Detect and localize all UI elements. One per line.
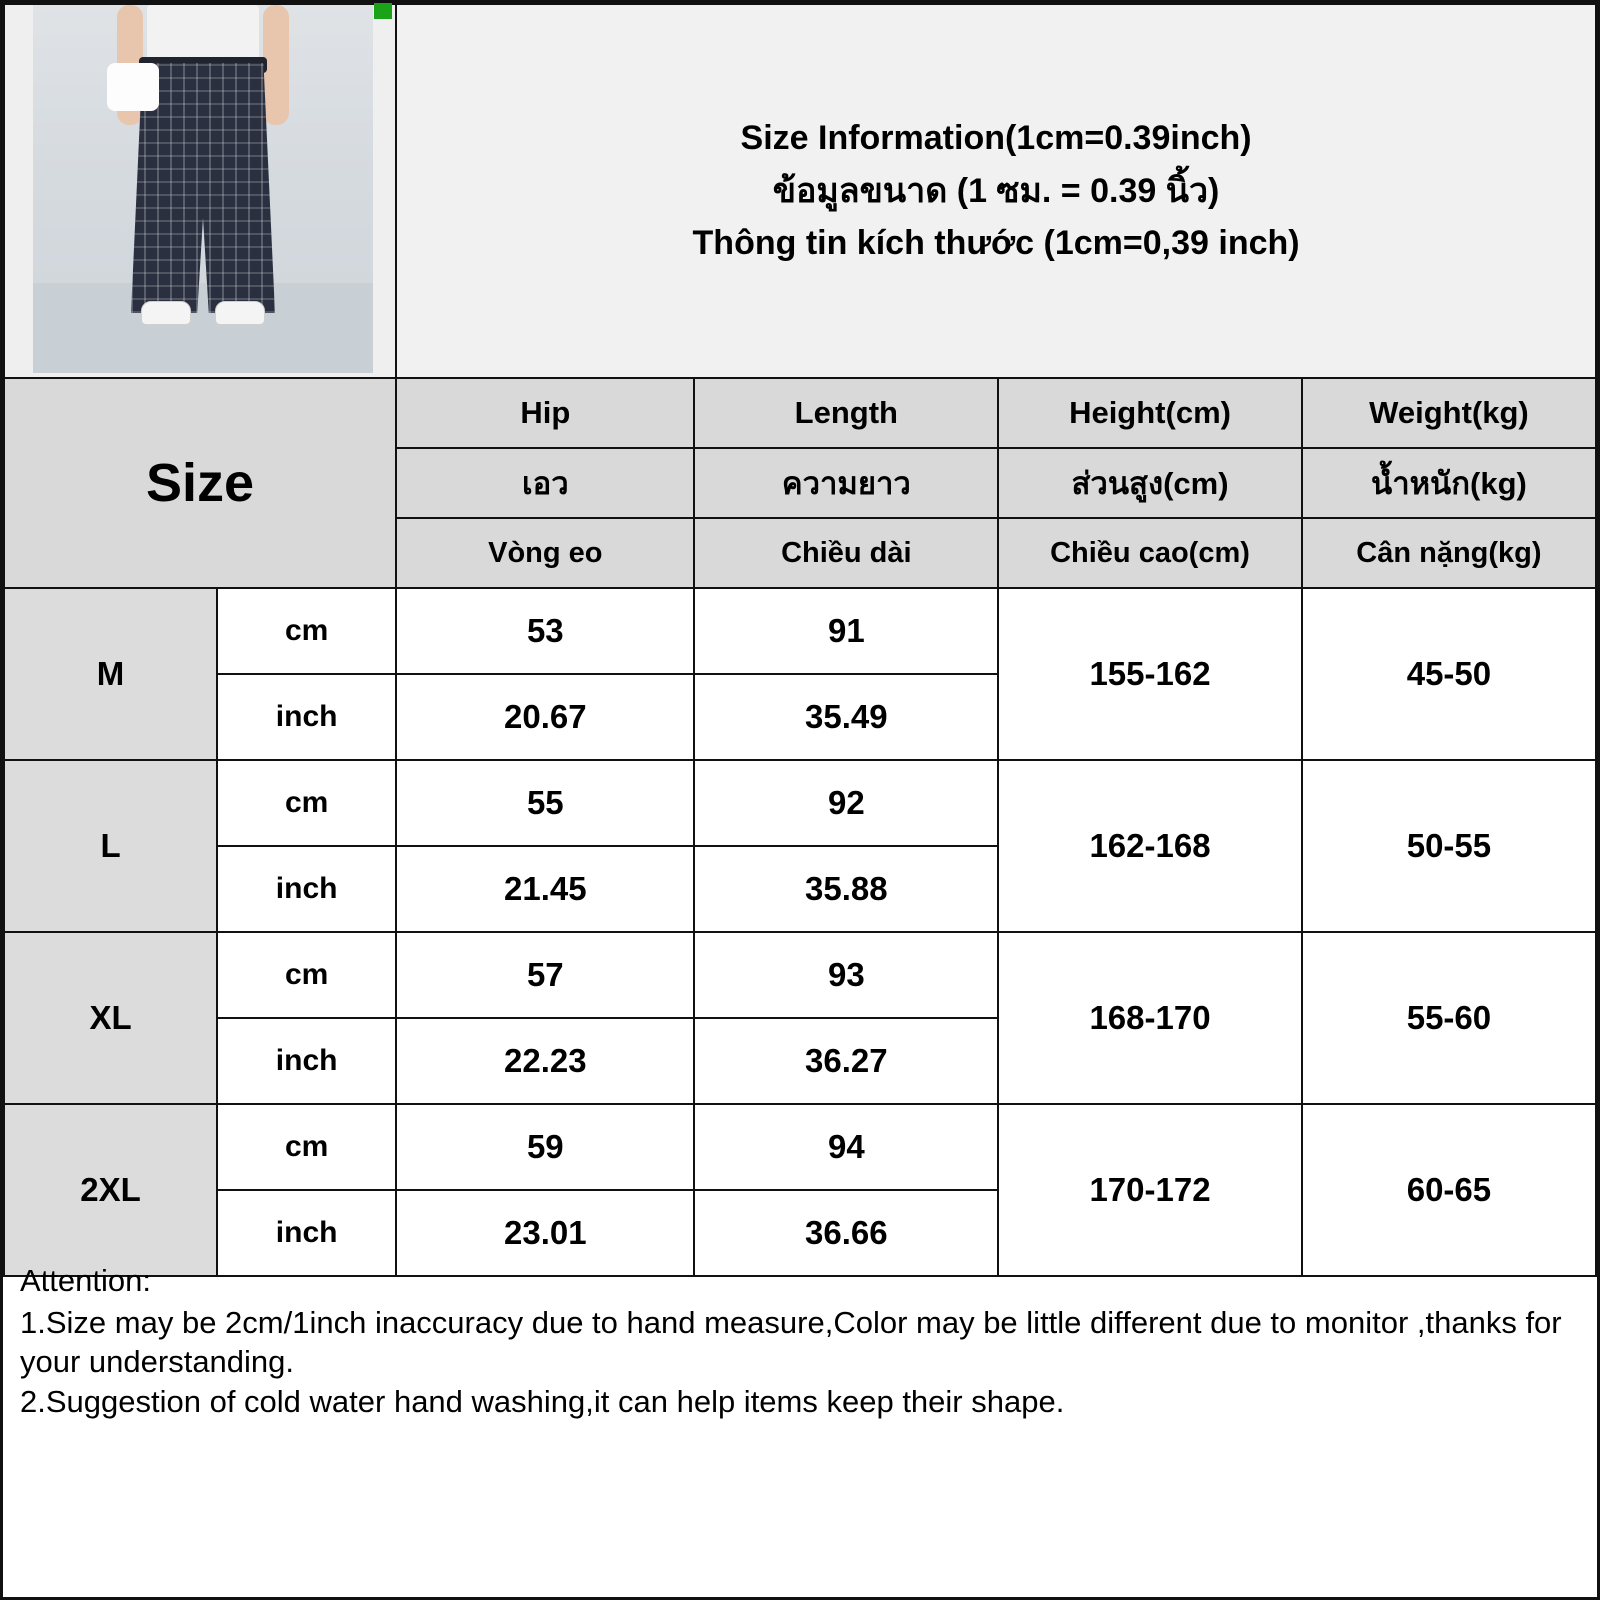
table-row [4,760,1596,846]
cell-length-cm-2xl: 94 [694,1104,998,1190]
cell-hip-inch-m: 20.67 [396,674,694,760]
cell-height-m: 155-162 [998,588,1302,760]
row-size-m: M [4,588,217,760]
cell-hip-cm-xl: 57 [396,932,694,1018]
table-row [4,932,1596,1018]
cell-length-inch-2xl: 36.66 [694,1190,998,1276]
size-chart-table [3,3,1597,1277]
cell-height-l: 162-168 [998,760,1302,932]
column-header-hip-th: เอว [396,448,694,518]
column-header-weight-en: Weight(kg) [1302,378,1596,448]
row-unit-cm: cm [217,588,396,674]
cell-height-xl: 168-170 [998,932,1302,1104]
cell-length-inch-l: 35.88 [694,846,998,932]
cell-weight-xl: 55-60 [1302,932,1596,1104]
cell-length-cm-m: 91 [694,588,998,674]
cell-weight-m: 45-50 [1302,588,1596,760]
cell-hip-inch-2xl: 23.01 [396,1190,694,1276]
cell-hip-cm-2xl: 59 [396,1104,694,1190]
column-header-height-en: Height(cm) [998,378,1302,448]
column-header-length-vi: Chiều dài [694,518,998,588]
cell-hip-inch-xl: 22.23 [396,1018,694,1104]
row-size-xl: XL [4,932,217,1104]
product-photo-cell [4,4,396,378]
cell-length-inch-m: 35.49 [694,674,998,760]
green-marker-icon [374,3,392,19]
column-header-hip-vi: Vòng eo [396,518,694,588]
row-unit-inch: inch [217,1018,396,1104]
column-header-weight-th: น้ำหนัก(kg) [1302,448,1596,518]
row-size-l: L [4,760,217,932]
table-row [4,1104,1596,1190]
column-header-hip-en: Hip [396,378,694,448]
title-line-en: Size Information(1cm=0.39inch) [740,118,1252,157]
size-header-label: Size [4,378,396,588]
row-unit-cm: cm [217,760,396,846]
row-unit-cm: cm [217,932,396,1018]
row-unit-inch: inch [217,1190,396,1276]
photo-floor [33,283,373,373]
photo-shoe-left [141,301,191,325]
photo-shoe-right [215,301,265,325]
attention-heading: Attention: [20,1263,151,1298]
table-row [4,588,1596,674]
column-header-length-th: ความยาว [694,448,998,518]
photo-handbag [107,63,159,111]
cell-length-cm-xl: 93 [694,932,998,1018]
row-size-2xl: 2XL [4,1104,217,1276]
cell-hip-cm-m: 53 [396,588,694,674]
product-photo [33,5,373,373]
row-unit-inch: inch [217,674,396,760]
row-unit-inch: inch [217,846,396,932]
cell-length-inch-xl: 36.27 [694,1018,998,1104]
column-header-length-en: Length [694,378,998,448]
cell-length-cm-l: 92 [694,760,998,846]
cell-height-2xl: 170-172 [998,1104,1302,1276]
title-line-vi: Thông tin kích thước (1cm=0,39 inch) [692,224,1300,263]
column-header-height-vi: Chiều cao(cm) [998,518,1302,588]
attention-block [6,1255,1594,1422]
cell-weight-2xl: 60-65 [1302,1104,1596,1276]
title-line-th: ข้อมูลขนาด (1 ซม. = 0.39 นิ้ว) [772,171,1220,210]
attention-note-2: 2.Suggestion of cold water hand washing,it can help items keep their shape. [20,1384,1065,1420]
title-block [396,4,1596,378]
cell-hip-cm-l: 55 [396,760,694,846]
attention-note-1: 1.Size may be 2cm/1inch inaccuracy due to hand measure,Color may be little different due to monitor ,thanks for your understanding. [20,1304,1562,1380]
column-header-height-th: ส่วนสูง(cm) [998,448,1302,518]
cell-weight-l: 50-55 [1302,760,1596,932]
cell-hip-inch-l: 21.45 [396,846,694,932]
column-header-weight-vi: Cân nặng(kg) [1302,518,1596,588]
row-unit-cm: cm [217,1104,396,1190]
